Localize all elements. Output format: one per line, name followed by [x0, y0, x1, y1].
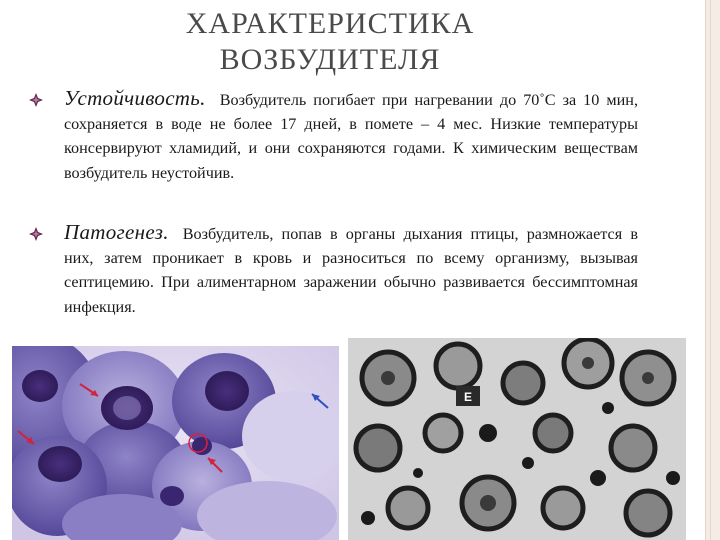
- bullet-text: [64, 220, 638, 319]
- stained-cells-micrograph: [12, 346, 339, 540]
- diamond-bullet-icon: [28, 92, 44, 108]
- title-line-1: ХАРАКТЕРИСТИКА: [185, 7, 475, 40]
- bullet-term: Патогенез.: [64, 220, 169, 244]
- image-label-e: E: [463, 390, 473, 404]
- slide-title: [100, 6, 560, 78]
- bullet-body: Возбудитель погибает при нагревании до 70˚С за 10 мин, сохраняется в воде не более 17 дней, в помете – 4 мес. Низкие температуры консервируют хламидий, и они сохраняются годами. К химическим веществам возбудитель неустойчив.: [64, 91, 638, 182]
- electron-micrograph: [348, 338, 686, 540]
- bullet-body: Возбудитель, попав в органы дыхания птицы, размножается в них, затем проникает в кровь и разноситься по всему организму, вызывая септицемию. При алиментарном заражении обычно развивается бессимптомная инфекция.: [64, 225, 638, 316]
- bullet-resistance: [28, 86, 638, 185]
- bullet-term: Устойчивость.: [64, 86, 206, 110]
- diamond-bullet-icon: [28, 226, 44, 242]
- bullet-text: [64, 86, 638, 185]
- bullet-pathogenesis: [28, 220, 638, 319]
- slide-frame-border: [705, 0, 720, 540]
- title-line-2: ВОЗБУДИТЕЛЯ: [219, 43, 441, 76]
